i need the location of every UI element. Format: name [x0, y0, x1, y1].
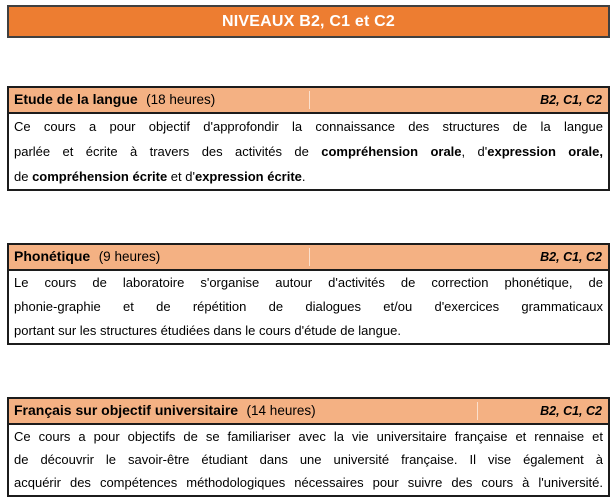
section-hours: (9 heures): [98, 249, 161, 264]
section-header-right-cell: [310, 248, 608, 266]
section-header-right-cell: [478, 402, 608, 420]
section-title: Phonétique: [14, 248, 91, 264]
banner: [7, 5, 610, 38]
body-line: phonie-graphie et de répétition de dialogues et/ou d'exercices grammaticaux: [14, 299, 603, 314]
section-phonetique: [7, 243, 610, 345]
section-hours: (18 heures): [146, 92, 216, 107]
section-header: [9, 245, 608, 271]
section-levels: B2, C1, C2: [540, 404, 602, 418]
body-line: Ce cours a pour objectifs de se familiariser avec la vie universitaire française et rennaise et: [14, 429, 603, 444]
section-header: [9, 88, 608, 114]
section-body: [9, 271, 608, 343]
body-line: portant sur les structures étudiées dans le cours d'étude de langue.: [14, 323, 401, 338]
body-line: acquérir des compétences méthodologiques nécessaires pour suivre des cours à l'université.: [14, 475, 603, 490]
section-body: [9, 425, 608, 494]
body-line: de découvrir le savoir-être étudiant dans une université française. Il vise également à: [14, 452, 603, 467]
section-francais-objectif-universitaire: [7, 397, 610, 497]
section-body: [9, 114, 608, 189]
section-header-left-cell: [9, 248, 310, 266]
body-line: Le cours de laboratoire s'organise autour d'activités de correction phonétique, de: [14, 275, 603, 290]
body-line: Ce cours a pour objectif d'approfondir la connaissance des structures de la langue: [14, 119, 603, 134]
section-levels: B2, C1, C2: [540, 93, 602, 107]
banner-title: NIVEAUX B2, C1 et C2: [222, 13, 395, 30]
section-title: Etude de la langue: [14, 91, 138, 107]
section-etude-de-la-langue: [7, 86, 610, 191]
section-header-left-cell: [9, 91, 310, 109]
body-line: parlée et écrite à travers des activités de compréhension orale, d'expression orale,: [14, 144, 603, 159]
section-header-right-cell: [310, 91, 608, 109]
section-title: Français sur objectif universitaire: [14, 402, 239, 418]
section-header: [9, 399, 608, 425]
section-hours: (14 heures): [246, 403, 316, 418]
body-line: de compréhension écrite et d'expression écrite.: [14, 169, 306, 184]
section-levels: B2, C1, C2: [540, 250, 602, 264]
section-header-left-cell: [9, 402, 478, 420]
